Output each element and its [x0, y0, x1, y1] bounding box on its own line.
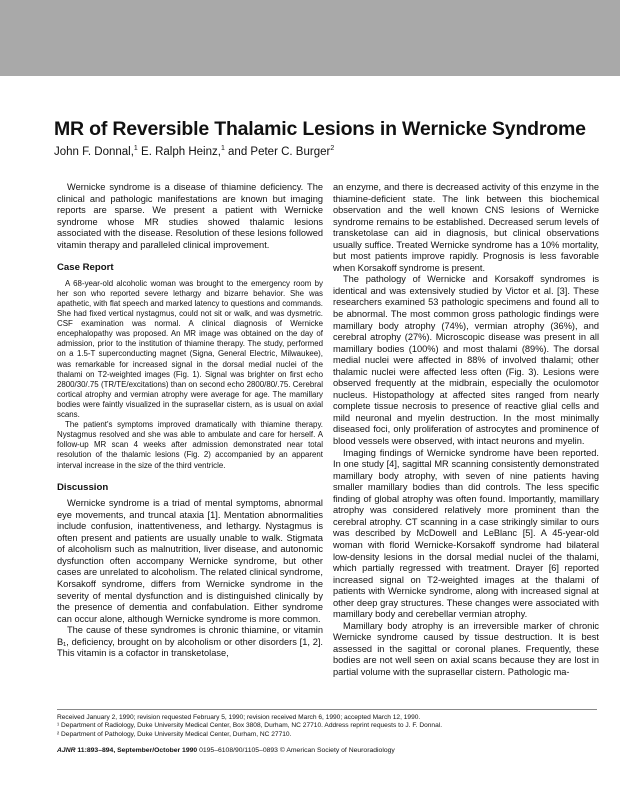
journal-footer	[57, 747, 597, 754]
case-report-paragraph: The patient's symptoms improved dramatically with thiamine therapy. Nystagmus resolved and she was able to ambulate and care for herself. A follow-up MR scan 4 weeks after admission demonstrated near total resolution of the thalamic lesions (Fig. 2) accompanied by an apparent interval increase in the size of the third ventricle.	[57, 420, 323, 470]
author-name: John F. Donnal,	[54, 145, 134, 158]
case-report-heading: Case Report	[57, 262, 114, 274]
author-affiliation-mark: 1	[220, 145, 225, 152]
header-band	[0, 0, 620, 76]
abstract	[57, 182, 323, 251]
discussion-paragraph: The cause of these syndromes is chronic thiamine, or vitamin B₁, deficiency, brought on by alcoholism or other disorders [1, 2]. This vitamin is a cofactor in transketolase,	[57, 625, 323, 659]
case-report-paragraph: A 68-year-old alcoholic woman was brought to the emergency room by her son who reported severe lethargy and bizarre behavior. She was apathetic, with flat speech and marked latency to questions and commands. She had fixed vertical nystagmus, could not sit or walk, and was dysmetric. CSF examination was normal. A clinical diagnosis of Wernicke encephalopathy was proposed. An MR image was obtained on the day of admission, prior to the institution of thiamine therapy. The study, performed on a 1.5-T superconducting magnet (Signa, General Electric, Milwaukee), was remarkable for increased signal in the dorsal medial nuclei of the thalami on T2-weighted images (Fig. 1). Signal was brighter on first echo 2800/30/.75 (TR/TE/excitations) than on second echo 2800/80/.75. Cerebral cortical atrophy and vermian atrophy were average for age. The mamillary bodies were faintly visualized in the suprasellar cistern, as is usual on axial scans.	[57, 278, 323, 420]
right-column	[333, 182, 599, 707]
body-paragraph: an enzyme, and there is decreased activity of this enzyme in the thiamine-deficient state. The link between this biochemical observation and the well known CNS lesions of Wernicke syndrome remains to be established. Decreased serum levels of transketolase can aid in diagnosis, but clinical observations usually suffice. Treated Wernicke syndrome has a 10% mortality, but most patients improve rapidly. Prognosis is less favorable when Korsakoff syndrome is present.	[333, 182, 599, 273]
case-report-body	[57, 279, 323, 471]
journal-copyright: 0195–6108/90/1105–0893 © American Society of Neuroradiology	[197, 747, 395, 754]
author-name: E. Ralph Heinz,	[137, 145, 221, 158]
journal-name: AJNR	[57, 747, 76, 754]
author-affiliation-mark: 1	[133, 145, 138, 152]
author-affiliation-mark: 2	[330, 145, 335, 152]
received-dates: Received January 2, 1990; revision requested February 5, 1990; revision received March 6, 1990; accepted March 12, 1990.	[57, 714, 421, 721]
journal-volume: 11:893–894, September/October 1990	[75, 747, 198, 754]
affiliation-pathology: ² Department of Pathology, Duke University Medical Center, Durham, NC 27710.	[57, 730, 292, 738]
body-paragraph: The pathology of Wernicke and Korsakoff syndromes is identical and was extensively studied by Victor et al. [3]. These researchers examined 53 pathologic specimens and found all to be abnormal. The most common gross pathologic findings were mamillary body atrophy (74%), vermian atrophy (36%), and cerebral atrophy (27%). Microscopic disease was present in all mamillary bodies (100%) and most thalami (89%). The dorsal medial nuclei were affected in 88% of involved thalami; other thalamic nuclei were affected less often (Fig. 3). Lesions were observed frequently at the midbrain, especially the oculomotor nucleus. Histopathology at affected sites ranged from nearly complete tissue necrosis to presence of reactive glial cells and mild neuronal and myelin destruction. In the most minimally diseased foci, only proliferation of astrocytes and prominence of blood vessels were observed, with intact neurons and myelin.	[333, 274, 599, 447]
author-name: and Peter C. Burger	[224, 145, 331, 158]
body-paragraph: Imaging findings of Wernicke syndrome have been reported. In one study [4], sagittal MR scanning consistently demonstrated mamillary body atrophy, with seven of nine patients having smaller mamillary bodies than did controls. The less specific finding of global atrophy was often found. Importantly, mamillary atrophy was considered relatively more prominent than the cerebral atrophy. CT scanning in a case strikingly similar to ours was described by McDowell and LeBlanc [5]. A 45-year-old woman with florid Wernicke-Korsakoff syndrome had bilateral low-density lesions in the dorsal medial nuclei of the thalami, which partially regressed with treatment. Drayer [6] reported increased signal on T2-weighted images at the thalami of patients with Wernicke syndrome, along with increased signal at other deep gray structures. These changes were associated with mamillary body and cerebellar vermian atrophy.	[333, 447, 599, 620]
footnote-divider	[57, 709, 597, 710]
affiliation-radiology: ¹ Department of Radiology, Duke University Medical Center, Box 3808, Durham, NC 27710. Address reprint requests to J. F. Donnal.	[57, 722, 443, 730]
body-paragraph: Mamillary body atrophy is an irreversible marker of chronic Wernicke syndrome caused by tissue destruction. It is best assessed in the sagittal or coronal planes. Frequently, these bodies are not well seen on axial scans because they are lost in partial volume with the suprasellar cistern. Pathologic ma-	[333, 620, 599, 677]
left-column	[57, 182, 323, 707]
discussion-paragraph: Wernicke syndrome is a triad of mental symptoms, abnormal eye movements, and truncal ataxia [1]. Mentation abnormalities include confusion, inattentiveness, and lethargy. Nystagmus is often present and patients are usually unable to walk. Stigmata of alcoholism such as malnutrition, liver disease, and autonomic dysfunction often accompany Wernicke syndrome, but other cases are unrelated to alcoholism. The related clinical syndrome, Korsakoff syndrome, differs from Wernicke syndrome in the severity of mental dysfunction and is distinguished clinically by the presence of dementia and confabulation. Either syndrome can occur alone, although Wernicke syndrome is more common.	[57, 498, 323, 624]
abstract-text: Wernicke syndrome is a disease of thiamine deficiency. The clinical and pathologic manifestations are known but imaging reports are sparse. We present a patient with Wernicke syndrome whose MR studies showed thalamic lesions associated with the disease. Resolution of these lesions followed vitamin therapy and paralleled clinical improvement.	[57, 182, 323, 250]
footnotes	[57, 714, 597, 739]
discussion-heading: Discussion	[57, 481, 109, 493]
author-line	[54, 145, 594, 158]
article-title: MR of Reversible Thalamic Lesions in Wernicke Syndrome	[54, 118, 586, 140]
